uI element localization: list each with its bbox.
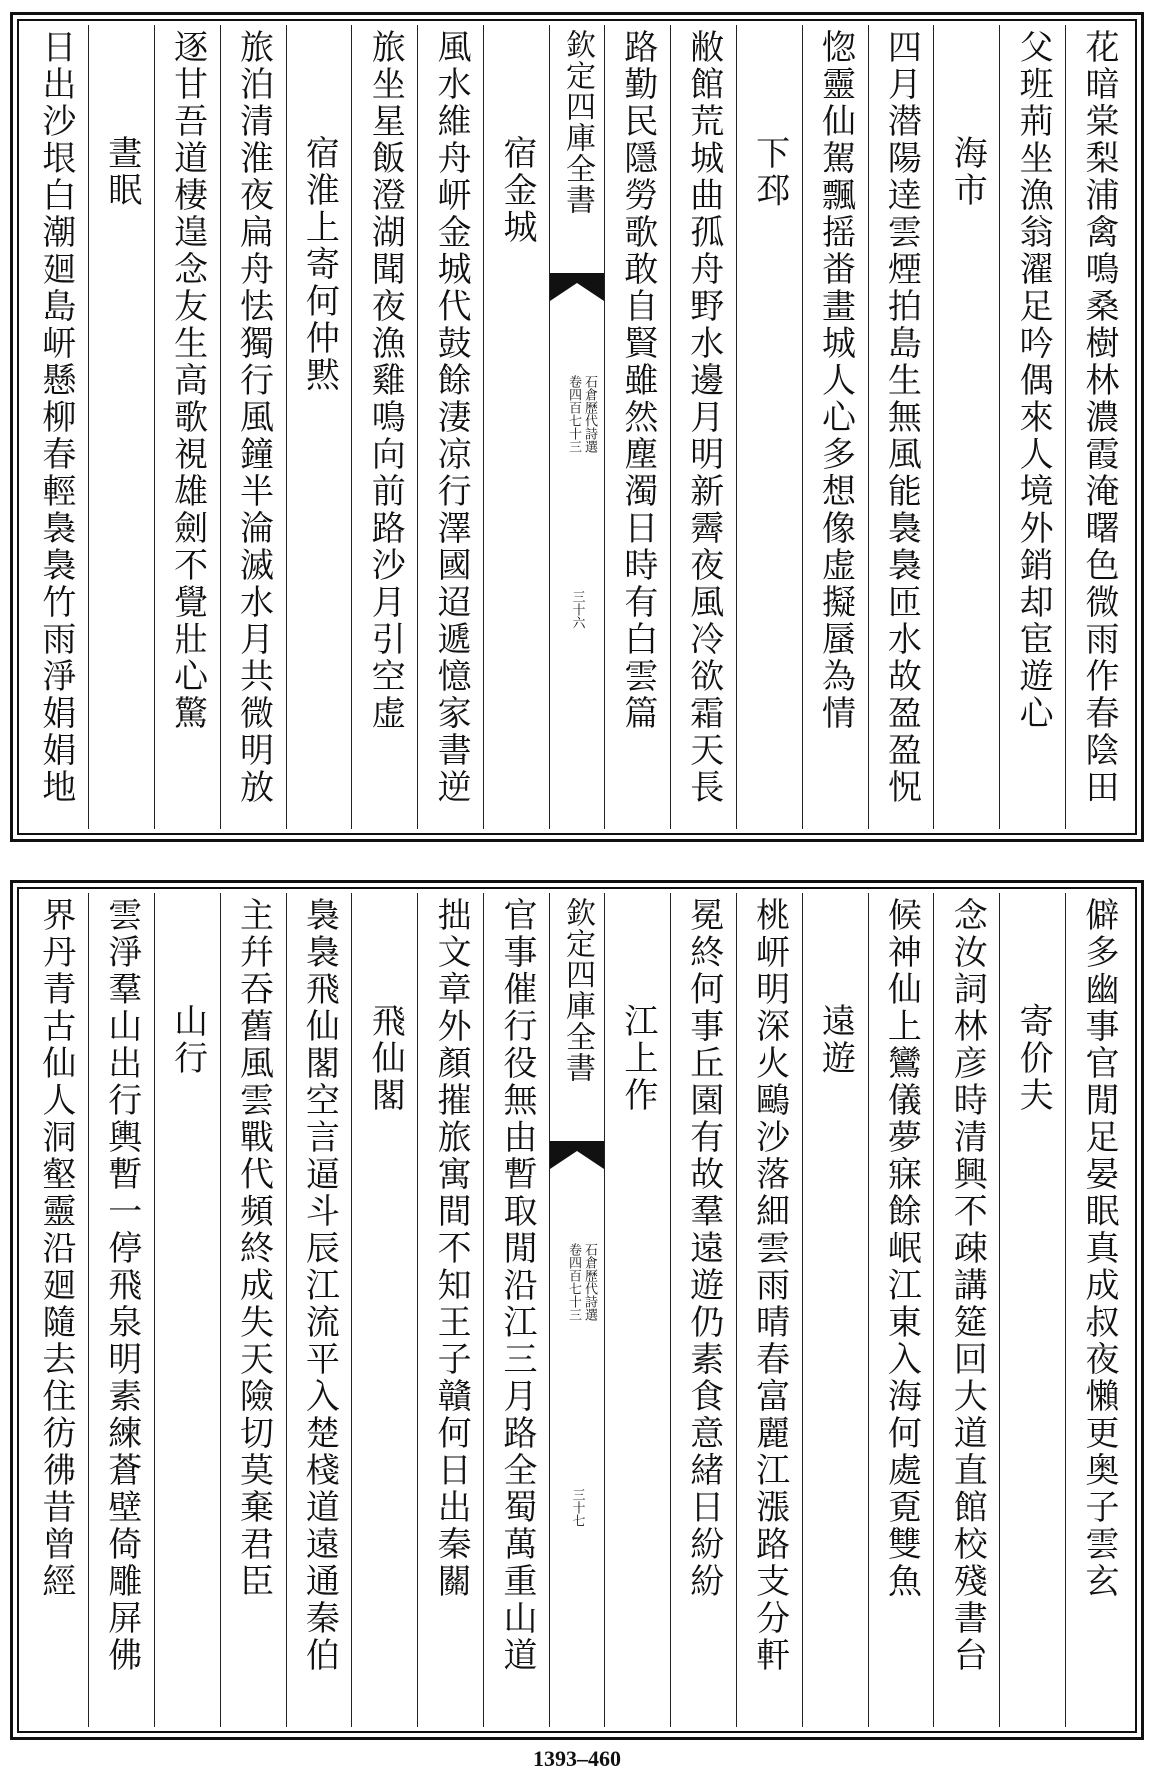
text-column xyxy=(351,25,417,829)
fish-tail-mark-icon xyxy=(550,1141,604,1169)
poem-title: 遠遊 xyxy=(815,1003,856,1077)
column-text: 冕終何事丘園有故羣遠遊仍素食意緒日紛紛 xyxy=(683,897,724,1600)
poem-title: 宿金城 xyxy=(496,135,537,246)
column-text: 路勤民隱勞歌敢自賢雖然塵濁日時有白雲篇 xyxy=(617,29,658,732)
poem-title-column xyxy=(154,893,220,1727)
text-column xyxy=(483,893,549,1727)
lower-page-frame xyxy=(10,880,1144,1740)
poem-title: 寄价夫 xyxy=(1013,1003,1054,1114)
volume-title: 欽定四庫全書 xyxy=(560,29,595,215)
poem-title-column xyxy=(286,25,352,829)
text-column xyxy=(933,893,999,1727)
poem-title: 山行 xyxy=(167,1003,208,1077)
text-column xyxy=(1065,25,1131,829)
text-column xyxy=(220,893,286,1727)
column-text: 念汝詞林彦時清興不疎講筵回大道直館校殘書台 xyxy=(947,897,988,1674)
column-text: 候神仙上鸞儀夢寐餘岷江東入海何處覔雙魚 xyxy=(881,897,922,1600)
poem-title-column xyxy=(88,25,154,829)
text-column xyxy=(736,893,802,1727)
collection-name: 石倉歷代詩選 xyxy=(582,1243,597,1321)
column-text: 風水維舟岍金城代鼓餘淒凉行澤國迢遞憶家書逆 xyxy=(431,29,472,806)
text-column xyxy=(604,25,670,829)
column-text: 官事催行役無由暫取閒沿江三月路全蜀萬重山道 xyxy=(496,897,537,1674)
text-column xyxy=(417,893,483,1727)
text-column xyxy=(286,893,352,1727)
text-column xyxy=(868,893,934,1727)
column-text: 桃岍明深火鷗沙落細雲雨晴春富麗江漲路支分軒 xyxy=(749,897,790,1674)
poem-title-column xyxy=(999,893,1065,1727)
text-column xyxy=(802,25,868,829)
text-column xyxy=(154,25,220,829)
upper-page-frame xyxy=(10,12,1144,842)
fish-tail-mark-icon xyxy=(550,273,604,301)
text-column xyxy=(670,25,736,829)
column-text: 旅坐星飯澄湖聞夜漁雞鳴向前路沙月引空虚 xyxy=(365,29,406,732)
text-column xyxy=(670,893,736,1727)
juan-number: 卷四百七十三 xyxy=(566,375,581,453)
column-text: 敝館荒城曲孤舟野水邊月明新霽夜風冷欲霜天長 xyxy=(683,29,724,806)
column-text: 雲淨羣山出行輿暫一停飛泉明素練蒼壁倚雕屏佛 xyxy=(101,897,142,1674)
poem-title-column xyxy=(736,25,802,829)
center-fold-column xyxy=(549,25,604,829)
text-column xyxy=(220,25,286,829)
text-column xyxy=(1065,893,1131,1727)
folio-number: 三十六 xyxy=(569,590,585,629)
column-text: 界丹青古仙人洞壑靈沿廻隨去住彷彿昔曾經 xyxy=(35,897,76,1600)
collection-name: 石倉歷代詩選 xyxy=(582,375,597,453)
column-text: 裊裊飛仙閣空言逼斗辰江流平入楚棧道遠通秦伯 xyxy=(299,897,340,1674)
column-text: 四月潜陽逹雲煙拍島生無風能裊裊匝水故盈盈怳 xyxy=(881,29,922,806)
poem-title: 晝眠 xyxy=(101,135,142,209)
page-footer-number: 1393–460 xyxy=(533,1746,621,1771)
column-text: 花暗棠梨浦禽鳴桑樹林濃霞淹曙色微雨作春陰田 xyxy=(1078,29,1119,806)
volume-title: 欽定四庫全書 xyxy=(560,897,595,1083)
poem-title: 飛仙閣 xyxy=(365,1003,406,1114)
poem-title: 下邳 xyxy=(749,135,790,209)
poem-title: 海市 xyxy=(947,135,988,209)
folio-number: 三十七 xyxy=(569,1488,585,1527)
column-text: 拙文章外顏摧旅寓間不知王子贛何日出秦關 xyxy=(431,897,472,1600)
text-column xyxy=(999,25,1065,829)
column-text: 旅泊清淮夜扁舟怯獨行風鐘半淪滅水月共微明放 xyxy=(233,29,274,806)
text-column xyxy=(23,25,88,829)
text-column xyxy=(417,25,483,829)
poem-title: 江上作 xyxy=(617,1003,658,1114)
poem-title-column xyxy=(604,893,670,1727)
poem-title-column xyxy=(802,893,868,1727)
column-text: 主幷吞舊風雲戰代頻終成失天險切莫棄君臣 xyxy=(233,897,274,1600)
juan-number: 卷四百七十三 xyxy=(566,1243,581,1321)
column-text: 僻多幽事官閒足晏眠真成叔夜懶更奥子雲玄 xyxy=(1078,897,1119,1600)
text-column xyxy=(868,25,934,829)
column-text: 惚靈仙駕飄摇畨畫城人心多想像虚擬蜃為情 xyxy=(815,29,856,732)
poem-title-column xyxy=(483,25,549,829)
center-fold-column xyxy=(549,893,604,1727)
poem-title-column xyxy=(351,893,417,1727)
column-text: 父班荊坐漁翁濯足吟偶來人境外銷却宦遊心 xyxy=(1013,29,1054,732)
column-text: 逐甘吾道棲遑念友生高歌視雄劍不覺壯心驚 xyxy=(167,29,208,732)
poem-title: 宿淮上寄何仲黙 xyxy=(299,135,340,394)
upper-page-columns xyxy=(23,25,1131,829)
text-column xyxy=(23,893,88,1727)
poem-title-column xyxy=(933,25,999,829)
lower-page-columns xyxy=(23,893,1131,1727)
column-text: 日出沙垠白潮廻島岍懸柳春輕裊裊竹雨淨娟娟地 xyxy=(35,29,76,806)
text-column xyxy=(88,893,154,1727)
